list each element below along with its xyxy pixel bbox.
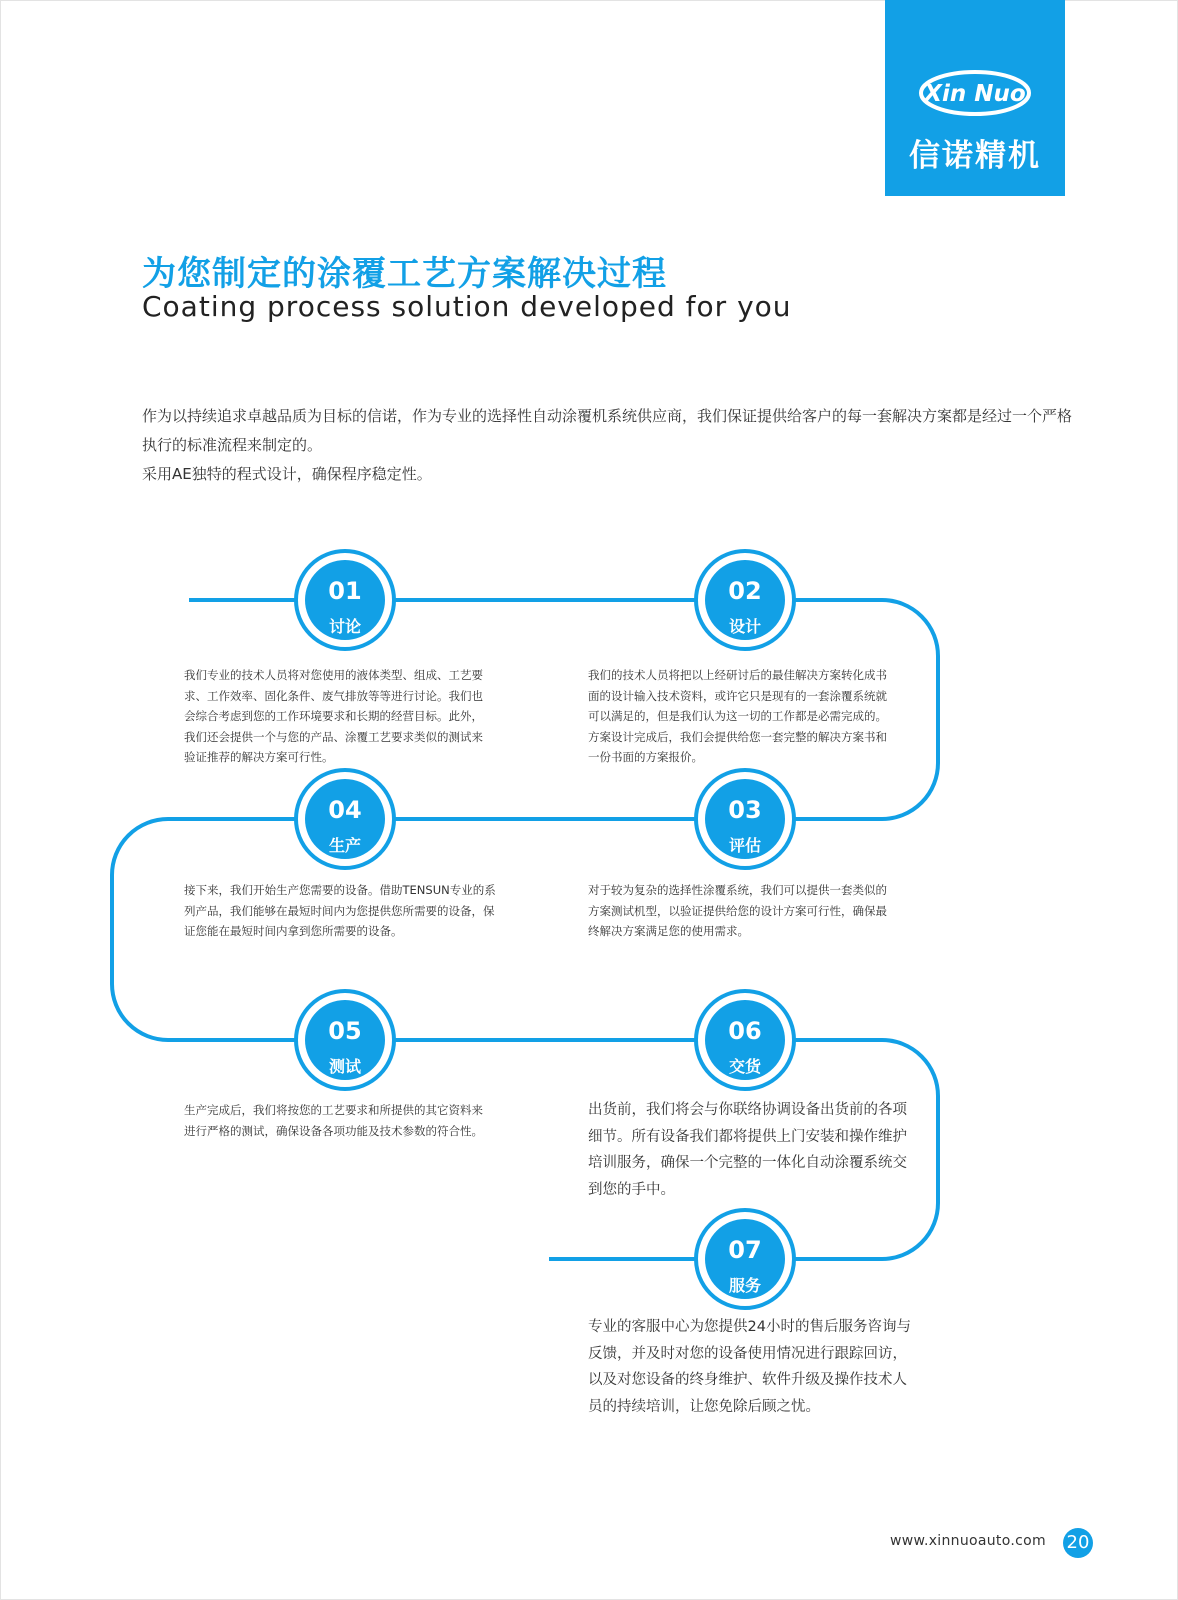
step-node-02 bbox=[696, 551, 794, 649]
page-number: 20 bbox=[1063, 1528, 1093, 1558]
step-label: 测试 bbox=[328, 1057, 362, 1076]
step-01-text: 我们专业的技术人员将对您使用的液体类型、组成、工艺要求、工作效率、固化条件、废气排放等等进行讨论。我们也会综合考虑到您的工作环境要求和长期的经营目标。此外，我们还会提供一个与您的产品、涂覆工艺要求类似的测试来验证推荐的解决方案可行性。 bbox=[184, 668, 483, 764]
page-title-en: Coating process solution developed for you bbox=[142, 290, 792, 323]
step-label: 生产 bbox=[328, 836, 362, 855]
step-node-04 bbox=[296, 770, 394, 868]
step-node-01 bbox=[296, 551, 394, 649]
step-node-07 bbox=[696, 1210, 794, 1308]
step-05-text: 生产完成后，我们将按您的工艺要求和所提供的其它资料来进行严格的测试，确保设备各项功能及技术参数的符合性。 bbox=[184, 1103, 483, 1138]
step-node-03 bbox=[696, 770, 794, 868]
step-number: 02 bbox=[728, 577, 762, 605]
step-number: 01 bbox=[328, 577, 362, 605]
step-label: 评估 bbox=[728, 836, 762, 855]
step-label: 交货 bbox=[728, 1057, 762, 1076]
step-node-06 bbox=[696, 991, 794, 1089]
intro-line-2: 采用AE独特的程式设计，确保程序稳定性。 bbox=[142, 465, 432, 483]
step-03-text: 对于较为复杂的选择性涂覆系统，我们可以提供一套类似的方案测试机型，以验证提供给您的设计方案可行性，确保最终解决方案满足您的使用需求。 bbox=[588, 883, 887, 938]
step-06-text: 出货前，我们将会与你联络协调设备出货前的各项细节。所有设备我们都将提供上门安装和操作维护培训服务，确保一个完整的一体化自动涂覆系统交到您的手中。 bbox=[588, 1102, 907, 1198]
step-number: 03 bbox=[728, 796, 762, 824]
step-number: 04 bbox=[328, 796, 362, 824]
step-number: 06 bbox=[728, 1017, 762, 1045]
intro-line-1: 作为以持续追求卓越品质为目标的信诺，作为专业的选择性自动涂覆机系统供应商，我们保证提供给客户的每一套解决方案都是经过一个严格执行的标准流程来制定的。 bbox=[142, 407, 1073, 454]
footer-url: www.xinnuoauto.com bbox=[890, 1533, 1046, 1549]
step-04-text: 接下来，我们开始生产您需要的设备。借助TENSUN专业的系列产品，我们能够在最短时间内为您提供您所需要的设备，保证您能在最短时间内拿到您所需要的设备。 bbox=[184, 883, 496, 938]
step-label: 服务 bbox=[728, 1276, 762, 1295]
step-07-text: 专业的客服中心为您提供24小时的售后服务咨询与反馈，并及时对您的设备使用情况进行跟踪回访，以及对您设备的终身维护、软件升级及操作技术人员的持续培训，让您免除后顾之忧。 bbox=[588, 1319, 911, 1415]
step-label: 讨论 bbox=[328, 617, 362, 636]
step-02-text: 我们的技术人员将把以上经研讨后的最佳解决方案转化成书面的设计输入技术资料，或许它只是现有的一套涂覆系统就可以满足的，但是我们认为这一切的工作都是必需完成的。方案设计完成后，我们会提供给您一套完整的解决方案书和一份书面的方案报价。 bbox=[588, 668, 887, 764]
step-number: 07 bbox=[728, 1236, 762, 1264]
step-number: 05 bbox=[328, 1017, 362, 1045]
step-node-05 bbox=[296, 991, 394, 1089]
logo-text: Xin Nuo bbox=[924, 81, 1026, 107]
brand-name: 信诺精机 bbox=[909, 138, 1041, 174]
page-title-cn: 为您制定的涂覆工艺方案解决过程 bbox=[142, 254, 667, 294]
step-label: 设计 bbox=[728, 617, 762, 636]
